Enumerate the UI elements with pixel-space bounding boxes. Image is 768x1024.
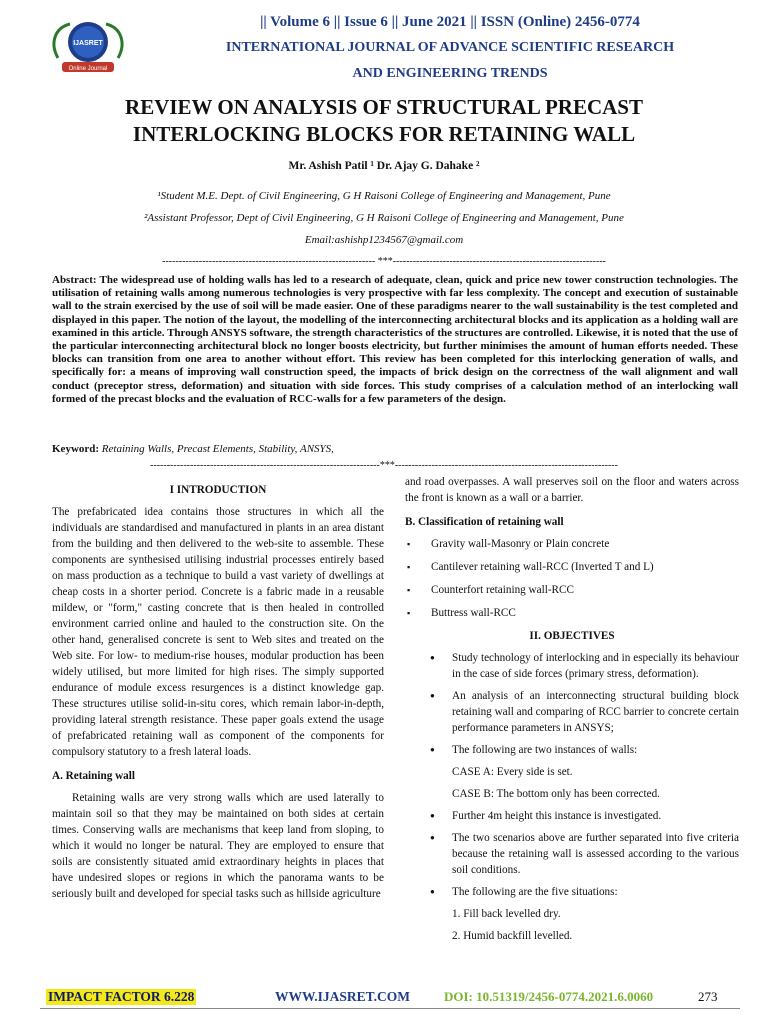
journal-website: WWW.IJASRET.COM [275,989,411,1004]
footer-divider [40,1008,740,1009]
list-item: ● The following are the five situations: [405,884,739,900]
right-column [405,476,739,950]
separator-bottom: ---------------------------------------------------------------------***------------------------------------------------------------------- [150,460,618,471]
list-item: ▪ Counterfort retaining wall-RCC [405,582,739,598]
logo-emblem-icon [40,14,136,78]
paper-title-line1: REVIEW ON ANALYSIS OF STRUCTURAL PRECAST [125,95,643,119]
paper-authors: Mr. Ashish Patil ¹ Dr. Ajay G. Dahake ² [288,160,480,172]
retaining-wall-subheading: A. Retaining wall [52,770,135,782]
situation-1: 1. Fill back levelled dry. [452,908,561,920]
left-column [52,476,384,902]
separator-top: ---------------------------------------------------------------- ***---------------------------------------------------------------- [162,256,606,267]
list-item: ● The following are two instances of walls: [405,742,739,758]
journal-name-line1: INTERNATIONAL JOURNAL OF ADVANCE SCIENTIFIC RESEARCH [225,40,675,55]
objectives-list-continued [405,808,739,900]
objectives-list [405,650,739,758]
paper-title-line2: INTERLOCKING BLOCKS FOR RETAINING WALL [132,122,636,146]
doi-text: DOI: 10.51319/2456-0774.2021.6.0060 [444,989,654,1004]
keyword-list: Retaining Walls, Precast Elements, Stability, ANSYS, [101,443,334,455]
list-item: ▪ Gravity wall-Masonry or Plain concrete [405,536,739,552]
journal-issue-line: || Volume 6 || Issue 6 || June 2021 || ISSN (Online) 2456-0774 [260,14,640,30]
intro-paragraph: The prefabricated idea contains those structures in which all the individuals are standardised and manufactured in plants in an area distant from the building and then delivered to the web-site to assemble. These components are synthesised utilising industrial processes entirely based on mass production as a technique to build a vast variety of dwellings at cheap costs in a shorter period. Concrete is a fabric made in a reusable mildew, or "form," casting concrete that is then healed in controlled environment carried online and hauled to the construction site. On the other hand, generalised concrete is sent to Web sites and treated on the Web site. For low- to medium-rise houses, modular production has been widely utilised, but more limited for high rises. The simply supported endurance of module excess resurgences is a distinct knowledge gap. These structures utilise solid-in-situ cores, which remain labor-in-depth, providing lateral strength resistance. These paper goals extend the usage of prefabricated retaining wall as component of the components for compulsory statutory to a fresh lateral loads. [52,506,384,758]
list-item: ● An analysis of an interconnecting structural building block retaining wall and comparing of RCC barrier to concrete certain performance parameters in ANSYS; [405,688,739,736]
intro-heading: I INTRODUCTION [169,484,267,496]
keywords [52,443,738,456]
case-b: CASE B: The bottom only has been corrected. [452,788,660,800]
logo-subtext: Online Journal [68,66,108,72]
situation-2: 2. Humid backfill levelled. [452,930,573,942]
abstract: Abstract: The widespread use of holding walls has led to a research of adequate, clean, quick and price new tower construction technologies. The utilisation of retaining walls among numerous technologies is very prospective with far less complexity. The concept and execution of sustainable wall to the strain exercised by the use of soil will be made easier. One of these paradigms nearer to the wall sustainability is the test completed and displayed in this paper. The notion of the layout, the modelling of the interconnecting architectural blocks and its application as a holding wall are examined in this article. Through ANSYS software, the strength characteristics of the structures are controlled. Likewise, it is noted that the use of the particular interconnecting architectural block no longer boosts electricity, but further minimises the amount of human efforts needed. These blocks can transition from one area to another without effort. This review has been completed for this interlocking generation of walls, and specifically for: a means of improving wall construction speed, the impacts of brick design on the correctness of the wall alignment and wall conduct (preceptor stress, deformation) and situation with side forces. This study comprises of a calculation method of an interlocking wall formed of the precast blocks and the evaluation of RCC-walls for a few parameters of the design. [52,274,738,405]
author-email: Email:ashishp1234567@gmail.com [304,234,464,246]
case-a: CASE A: Every side is set. [452,766,573,778]
list-item: ● Study technology of interlocking and in especially its behaviour in the case of side forces (primary stress, deformation). [405,650,739,682]
classification-list [405,536,739,621]
classification-subheading: B. Classification of retaining wall [405,516,564,528]
impact-factor-badge: IMPACT FACTOR 6.228 [48,989,195,1004]
continuation-paragraph: and road overpasses. A wall preserves soil on the floor and waters across the front is known as a wall or a barrier. [405,476,739,504]
list-item: ▪ Cantilever retaining wall-RCC (Inverted T and L) [405,559,739,575]
journal-logo [40,14,136,78]
logo-text: IJASRET [73,40,103,47]
journal-name-line2: AND ENGINEERING TRENDS [352,66,548,81]
retaining-wall-paragraph: Retaining walls are very strong walls which are used laterally to maintain soil so that they may be maintained on both sides at certain times. Conserving walls are mechanisms that keep land from sloping, to which it would no longer be natural. They are employed to ensure that soils are consistently situated amid extraordinary heights in places that have undesired slopes or regions in which the panorama wants to be seriously built and developed for special tasks such as hillside agriculture [52,792,384,900]
list-item: ● Further 4m height this instance is investigated. [405,808,739,824]
affiliation-1: ¹Student M.E. Dept. of Civil Engineering, G H Raisoni College of Engineering and Management, Pune [157,190,611,202]
page-number: 273 [698,989,718,1004]
objectives-heading: II. OBJECTIVES [529,630,615,642]
list-item: ▪ Buttress wall-RCC [405,605,739,621]
affiliation-2: ²Assistant Professor, Dept of Civil Engineering, G H Raisoni College of Engineering and Management, Pune [144,212,624,224]
keyword-label: Keyword: [52,443,100,455]
list-item: ● The two scenarios above are further separated into five criteria because the retaining wall is assessed according to the various soil conditions. [405,830,739,878]
